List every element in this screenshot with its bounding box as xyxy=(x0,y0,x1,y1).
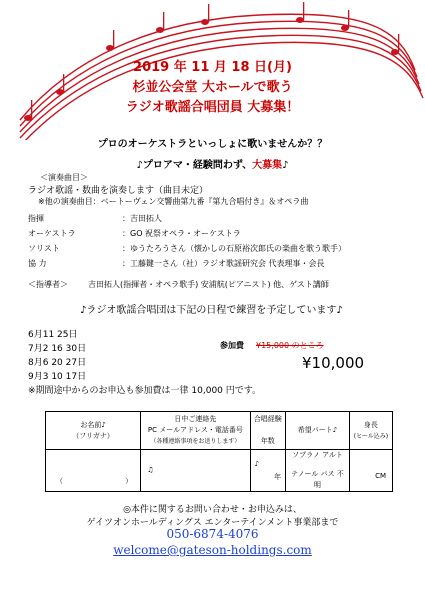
pro-am-prefix: ♪プロアマ・経験問わず、 xyxy=(136,160,253,171)
part-options-line: ソプラノ アルト xyxy=(292,451,343,459)
fee-label: 参加費 xyxy=(220,341,244,350)
form-header-part: 希望パート♪ xyxy=(286,412,350,450)
fee-new: ¥10,000 xyxy=(302,354,365,372)
instructors-text: 吉田拓人(指揮者・オペラ歌手) 安浦航(ピアニスト) 他、ゲスト講師 xyxy=(88,280,329,289)
form-contact-cell[interactable] xyxy=(141,450,250,492)
form-part-cell[interactable] xyxy=(286,450,350,492)
pro-am-highlight: 大募集 xyxy=(252,160,283,171)
form-height-cell[interactable] xyxy=(349,450,392,492)
staff-name: ：GO 祝祭オペラ・オーケストラ xyxy=(122,229,241,238)
form-header-experience-line: 合唱経験 xyxy=(253,415,282,423)
practice-date: 9月3 10 17日 xyxy=(28,372,87,382)
form-header-experience-line: 年数 xyxy=(260,437,275,445)
form-header-height-line: 身長 xyxy=(363,420,378,429)
contact-email[interactable]: welcome@gateson-holdings.com xyxy=(113,543,312,557)
application-form xyxy=(45,411,393,492)
staff-name: ：吉田拓人 xyxy=(122,214,162,223)
years-unit: 年 xyxy=(274,472,282,481)
form-header-name xyxy=(46,412,141,450)
instructors-label: ＜指導者＞ xyxy=(28,280,68,289)
form-header-height xyxy=(349,412,392,450)
staff-role: ソリスト xyxy=(28,244,60,253)
contact-phone[interactable]: 050-6874-4076 xyxy=(166,527,259,541)
form-header-contact xyxy=(141,412,250,450)
contact-line2: ゲイツオンホールディングス エンターテインメント事業部まで xyxy=(86,518,339,528)
recruit-title: ラジオ歌謡合唱団員 大募集！ xyxy=(125,100,300,115)
form-header-height-line: (ヒール込み) xyxy=(353,432,389,440)
program-line1: ラジオ歌謡・数曲を演奏します（曲目未定） xyxy=(28,186,209,196)
height-unit: CM xyxy=(375,471,386,480)
staff-role: オーケストラ xyxy=(28,229,76,238)
staff-role: 指揮 xyxy=(28,214,44,223)
program-heading: ＜演奏曲目＞ xyxy=(40,173,88,182)
paren-open: （ xyxy=(56,476,63,485)
form-header-experience xyxy=(250,412,286,450)
contact-line1: ◎本件に関するお問い合わせ・お申込みは、 xyxy=(123,505,302,515)
practice-date: 7月2 16 30日 xyxy=(28,344,87,354)
form-header-contact-line: PC メールアドレス・電話番号 xyxy=(147,426,243,434)
fee-old: ¥15,000 のところ xyxy=(256,341,324,350)
form-header-contact-line: （各種連絡事項をお送りします） xyxy=(150,438,241,445)
paren-close: ） xyxy=(125,476,133,485)
program-line2: ※他の演奏曲目：ベートーヴェン交響曲第九番『第九合唱付き』＆オペラ曲 xyxy=(38,197,309,206)
part-options-line: テノール バス 不明 xyxy=(291,470,344,489)
staff-name: ：工藤鍵一さん（社）ラジオ歌謡研究会 代表理事・会長 xyxy=(122,259,325,268)
practice-date: 6月11 25日 xyxy=(28,330,78,340)
practice-date: 8月6 20 27日 xyxy=(28,358,87,368)
lead-question: プロのオーケストラといっしょに歌いませんか？？ xyxy=(97,139,328,150)
form-header-name-line: （フリガナ） xyxy=(72,431,114,440)
pro-am-line xyxy=(0,156,425,171)
form-header-contact-line: 日中ご連絡先 xyxy=(174,415,217,423)
staff-role: 協 力 xyxy=(28,259,47,268)
form-name-cell[interactable] xyxy=(46,450,141,492)
staff-name: ：ゆうたろうさん（懐かしの石原裕次郎氏の楽曲を歌う歌手） xyxy=(122,244,346,253)
fee-note: ※期間途中からのお申込も参加費は一律 10,000 円です。 xyxy=(28,386,262,396)
note-mark: ♪ xyxy=(254,459,260,468)
note-mark: ♫ xyxy=(147,465,154,474)
form-experience-cell[interactable] xyxy=(250,450,286,492)
venue-title: 杉並公会堂 大ホールで歌う xyxy=(132,80,293,95)
practice-notice: ♪ラジオ歌謡合唱団は下記の日程で練習を予定しています♪ xyxy=(80,305,343,316)
event-date: 2019 年 11 月 18 日(月) xyxy=(133,60,292,75)
pro-am-suffix: ♪ xyxy=(282,160,289,171)
form-header-name-line: お名前♪ xyxy=(80,420,106,429)
